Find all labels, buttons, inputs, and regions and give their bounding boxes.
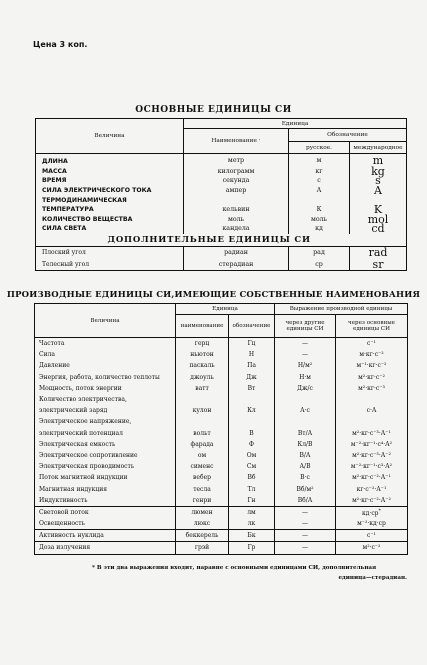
derived-quantity: Доза излучения [35,542,176,554]
derived-name: вебер [176,472,229,483]
header-unit: Единица [184,119,407,129]
derived-row [35,542,408,554]
supp-intl: sr [372,257,384,271]
derived-via-other: В·с [275,472,336,483]
header-designation: обозначение [229,315,275,338]
derived-via-base [336,394,408,405]
supp-intl: rad [350,246,407,258]
header-quantity: Величина [35,304,176,338]
base-quantity: СИЛА СВЕТА [36,224,184,234]
base-row [36,154,407,167]
derived-row [35,483,408,494]
derived-designation: Дж [229,372,275,383]
base-row [36,176,407,186]
derived-row [35,383,408,394]
supplementary-row [36,258,407,270]
derived-quantity: Освещенность [35,518,176,530]
derived-designation: Бк [229,530,275,542]
derived-via-base: м²·кг·с⁻²·А⁻¹ [336,472,408,483]
derived-designation: См [229,461,275,472]
derived-designation: Вт [229,383,275,394]
derived-row [35,394,408,405]
base-rus: К [289,205,350,215]
derived-row [35,495,408,507]
base-name: кельвин [184,205,289,215]
derived-row [35,461,408,472]
derived-name: беккерель [176,530,229,542]
base-rus: кг [289,167,350,177]
derived-quantity: Электрическое напряжение, [35,416,176,427]
header-name: Наименование · [184,129,289,154]
derived-via-other: — [275,530,336,542]
derived-name: кулон [176,405,229,416]
derived-designation: Н [229,349,275,360]
derived-units-title: ПРОИЗВОДНЫЕ ЕДИНИЦЫ СИ,ИМЕЮЩИЕ СОБСТВЕННЫЕ НАИМЕНОВАНИЯ [6,290,421,300]
base-quantity: ТЕМПЕРАТУРА [36,205,184,215]
derived-via-base: с⁻¹ [336,338,408,350]
derived-via-base: м²·кг·с⁻² [336,372,408,383]
base-row [36,186,407,196]
derived-designation: Ом [229,450,275,461]
derived-via-other: Дж/с [275,383,336,394]
base-name [184,195,289,205]
derived-name: люкс [176,518,229,530]
base-row [36,205,407,215]
derived-via-other: — [275,506,336,518]
derived-quantity: Магнитная индукция [35,483,176,494]
derived-name: тесла [176,483,229,494]
header-quantity: Величина [36,119,184,154]
derived-via-other: Н·м [275,372,336,383]
derived-via-base: м⁻²·кг⁻¹·с³·А² [336,461,408,472]
derived-quantity: Активность нуклида [35,530,176,542]
derived-via-base: м²·кг·с⁻³·А⁻¹ [336,428,408,439]
derived-row [35,472,408,483]
derived-row [35,428,408,439]
supp-name: стерадиан [184,258,289,270]
derived-quantity: Давление [35,360,176,371]
base-row [36,195,407,205]
derived-via-other: — [275,542,336,554]
derived-via-base-text: кд·ср [361,509,379,517]
derived-via-other: А·с [275,405,336,416]
base-quantity: ДЛИНА [36,154,184,167]
derived-quantity: Электрическая емкость [35,439,176,450]
supp-rus: рад [289,246,350,258]
base-quantity: КОЛИЧЕСТВО ВЕЩЕСТВА [36,215,184,225]
derived-via-other: Вб/А [275,495,336,507]
derived-row [35,372,408,383]
supplementary-title: ДОПОЛНИТЕЛЬНЫЕ ЕДИНИЦЫ СИ [107,234,311,245]
derived-via-other: Кл/В [275,439,336,450]
header-russian: русское. [289,142,350,154]
derived-row [35,360,408,371]
derived-designation: лм [229,506,275,518]
base-intl: mol [367,212,389,226]
derived-name: герц [176,338,229,350]
derived-via-other: Вб/м² [275,483,336,494]
base-intl: kg [371,164,385,178]
derived-name [176,416,229,427]
base-name: метр [184,154,289,167]
header-designation: Обозначение [289,129,407,142]
derived-designation [229,416,275,427]
base-intl: K [373,203,383,217]
derived-designation: Ф [229,439,275,450]
base-rus: моль [289,215,350,225]
derived-via-other: В/А [275,450,336,461]
header-name: наименование [176,315,229,338]
supplementary-row [36,246,407,258]
base-rus: А [289,186,350,196]
derived-row [35,349,408,360]
base-quantity: МАССА [36,167,184,177]
base-quantity: ТЕРМОДИНАМИЧЕСКАЯ [36,195,184,205]
derived-name [176,394,229,405]
derived-quantity: Световой поток [35,506,176,518]
derived-name: джоуль [176,372,229,383]
derived-name: сименс [176,461,229,472]
derived-designation: В [229,428,275,439]
base-name: кандела [184,224,289,234]
derived-designation: Па [229,360,275,371]
derived-designation: Тл [229,483,275,494]
base-units-table [35,118,407,271]
base-rus: с [289,176,350,186]
derived-name: ватт [176,383,229,394]
base-name: моль [184,215,289,225]
derived-quantity: Сила [35,349,176,360]
base-intl: A [374,184,382,198]
derived-via-other: — [275,338,336,350]
base-intl: s [375,174,381,188]
derived-units-table [34,303,408,555]
price-label: Цена 3 коп. [33,40,88,49]
derived-quantity: Количество электричества, [35,394,176,405]
derived-via-other [275,394,336,405]
derived-via-other: — [275,349,336,360]
derived-quantity: Поток магнитной индукции [35,472,176,483]
base-quantity: СИЛА ЭЛЕКТРИЧЕСКОГО ТОКА [36,186,184,196]
derived-name: люмен [176,506,229,518]
footnote-line-2: единица—стерадиан. [338,575,407,581]
base-intl: m [372,153,384,167]
derived-via-base: м²·кг·с⁻²·А⁻² [336,495,408,507]
footnote-line-1: * В эти два выражения входит, наравне с основными единицами СИ, дополнительная [92,565,377,571]
base-rus: м [289,154,350,167]
derived-row [35,506,408,518]
derived-row [35,530,408,542]
supp-rus: ср [289,258,350,270]
derived-designation: Кл [229,405,275,416]
derived-name: фарада [176,439,229,450]
derived-designation: Гн [229,495,275,507]
derived-via-base: м²·с⁻² [336,542,408,554]
derived-via-other [275,416,336,427]
base-header-row [36,119,407,129]
derived-row [35,518,408,530]
derived-via-base [336,416,408,427]
header-expression: Выражение производной единицы [275,304,408,315]
derived-via-other: — [275,518,336,530]
derived-quantity: Энергия, работа, количество теплоты [35,372,176,383]
base-row [36,167,407,177]
derived-via-base: с·А [336,405,408,416]
derived-row [35,450,408,461]
derived-via-base: кг·с⁻²·А⁻¹ [336,483,408,494]
header-via-other: через другие единицы СИ [275,315,336,338]
base-rus: кд [289,224,350,234]
base-quantity: ВРЕМЯ [36,176,184,186]
derived-via-base: с⁻¹ [336,530,408,542]
derived-name: генри [176,495,229,507]
derived-designation: Гр [229,542,275,554]
derived-via-other: Вт/А [275,428,336,439]
base-name: секунда [184,176,289,186]
header-international: международное [350,142,407,154]
derived-row [35,338,408,350]
derived-quantity: Электрическое сопротивление [35,450,176,461]
supp-quantity: Плоский угол [36,246,184,258]
derived-quantity: Мощность, поток энергии [35,383,176,394]
derived-via-base: м·кг·с⁻² [336,349,408,360]
derived-designation: Вб [229,472,275,483]
footnote-marker: * [378,507,382,514]
supp-name: радиан [184,246,289,258]
derived-name: паскаль [176,360,229,371]
base-intl: cd [371,222,385,236]
derived-quantity: Индуктивность [35,495,176,507]
derived-quantity: электрический заряд [35,405,176,416]
derived-via-base: м⁻¹·кг·с⁻² [336,360,408,371]
derived-row [35,439,408,450]
base-row [36,224,407,234]
base-rus [289,195,350,205]
base-row [36,215,407,225]
derived-via-base [336,506,408,518]
derived-quantity: электрический потенциал [35,428,176,439]
derived-quantity: Электрическая проводимость [35,461,176,472]
base-units-title: ОСНОВНЫЕ ЕДИНИЦЫ СИ [135,105,292,115]
derived-row [35,405,408,416]
header-via-base: через основные единицы СИ [336,315,408,338]
derived-via-base: м²·кг·с⁻³·А⁻² [336,450,408,461]
derived-designation [229,394,275,405]
header-unit: Единица [176,304,275,315]
derived-via-base: м²·кг·с⁻³ [336,383,408,394]
derived-row [35,416,408,427]
derived-via-base: м⁻²·кд·ср [336,518,408,530]
derived-via-base: м⁻²·кг⁻¹·с⁴·А² [336,439,408,450]
supp-quantity: Телесный угол [36,258,184,270]
base-name: килограмм [184,167,289,177]
derived-name: грэй [176,542,229,554]
derived-name: вольт [176,428,229,439]
base-name: ампер [184,186,289,196]
derived-name: ньютон [176,349,229,360]
derived-designation: лк [229,518,275,530]
derived-via-other: А/В [275,461,336,472]
derived-name: ом [176,450,229,461]
derived-quantity: Частота [35,338,176,350]
derived-designation: Гц [229,338,275,350]
derived-via-other: Н/м² [275,360,336,371]
